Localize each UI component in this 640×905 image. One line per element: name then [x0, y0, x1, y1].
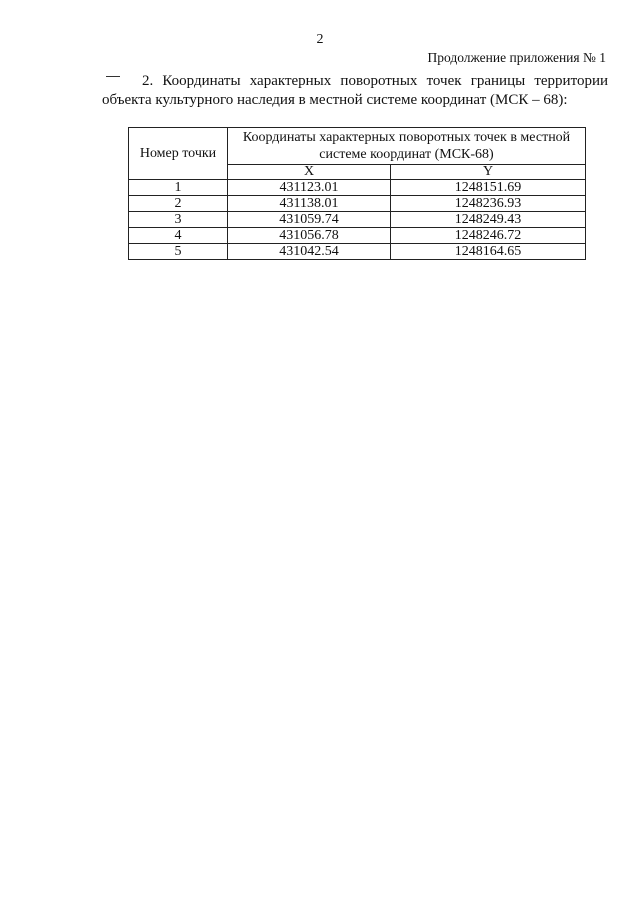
point-number: 1: [129, 180, 228, 196]
coordinates-table: [128, 127, 586, 260]
page-number: 2: [316, 32, 324, 47]
point-number: 4: [129, 228, 228, 244]
section-heading: [102, 72, 608, 110]
table-row: [129, 180, 586, 196]
coord-x: 431138.01: [228, 196, 391, 212]
heading-line-2: объекта культурного наследия в местной системе координат (МСК – 68):: [102, 92, 568, 108]
coord-y: 1248246.72: [391, 228, 586, 244]
table-row: [129, 244, 586, 260]
table-header-row: [129, 128, 586, 165]
table-row: [129, 196, 586, 212]
coord-x: 431123.01: [228, 180, 391, 196]
coord-y: 1248236.93: [391, 196, 586, 212]
table-row: [129, 228, 586, 244]
header-coordinates: Координаты характерных поворотных точек в местной системе координат (МСК-68): [228, 128, 586, 165]
coord-y: 1248164.65: [391, 244, 586, 260]
table-row: [129, 212, 586, 228]
appendix-continuation-note: Продолжение приложения № 1: [427, 50, 606, 65]
point-number: 3: [129, 212, 228, 228]
heading-line-1: 2. Координаты характерных поворотных точек границы территории: [142, 73, 608, 89]
coord-x: 431059.74: [228, 212, 391, 228]
point-number: 5: [129, 244, 228, 260]
point-number: 2: [129, 196, 228, 212]
header-y: Y: [391, 165, 586, 180]
coord-y: 1248249.43: [391, 212, 586, 228]
header-x: X: [228, 165, 391, 180]
header-point-number: Номер точки: [129, 128, 228, 180]
coord-x: 431056.78: [228, 228, 391, 244]
coord-x: 431042.54: [228, 244, 391, 260]
coord-y: 1248151.69: [391, 180, 586, 196]
